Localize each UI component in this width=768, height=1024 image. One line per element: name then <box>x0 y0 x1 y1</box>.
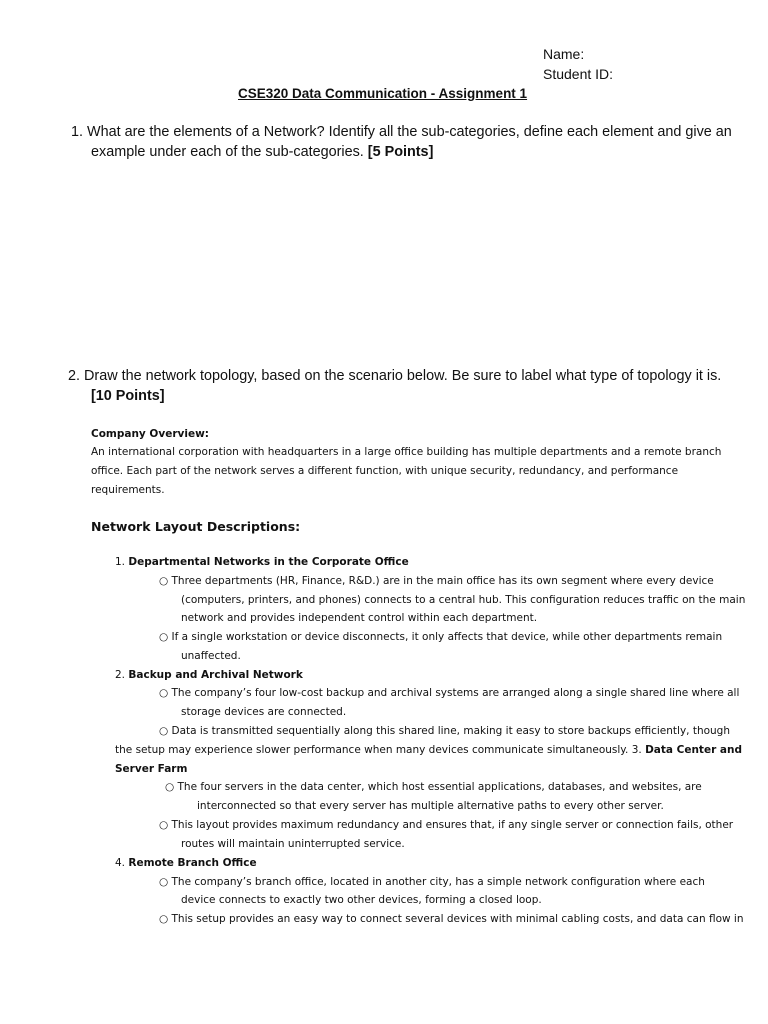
section-2-heading <box>115 666 303 685</box>
section-3-bullet-1-line-1: ○ The four servers in the data center, which host essential applications, databases, and websites, are <box>165 781 702 793</box>
section-3-bullet-2-line-1: ○ This layout provides maximum redundancy and ensures that, if any single server or connection fails, other <box>159 819 734 831</box>
section-2-bullet-2-line-2 <box>115 741 742 760</box>
section-1-number: 1. <box>115 556 126 568</box>
section-3-title-part-2-text: Server Farm <box>115 763 188 775</box>
layout-heading: Network Layout Descriptions: <box>91 519 301 534</box>
section-2-bullet-1-line-1: ○ The company’s four low-cost backup and archival systems are arranged along a single shared line where all <box>159 687 740 699</box>
section-2-bullet-2-line-2-text: the setup may experience slower performance when many devices communicate simultaneously. 3. <box>115 744 642 756</box>
section-1-bullet-2-line-2: unaffected. <box>181 650 241 662</box>
question-1-points: [5 Points] <box>367 144 434 160</box>
section-2-title: Backup and Archival Network <box>128 669 303 681</box>
section-4-heading <box>115 854 257 873</box>
section-1-bullet-1-line-2: (computers, printers, and phones) connects to a central hub. This configuration reduces traffic on the main <box>181 594 746 606</box>
question-2-line-1: Draw the network topology, based on the scenario below. Be sure to label what type of topology it is. <box>84 368 722 384</box>
assignment-title: CSE320 Data Communication - Assignment 1 <box>238 86 528 101</box>
section-4-bullet-1-line-2: device connects to exactly two other devices, forming a closed loop. <box>181 894 542 906</box>
overview-line-3: requirements. <box>91 484 165 496</box>
section-2-bullet-1-line-2: storage devices are connected. <box>181 706 347 718</box>
student-id-label: Student ID: <box>543 66 614 82</box>
section-3-bullet-1-line-2: interconnected so that every server has multiple alternative paths to every other server. <box>197 800 664 812</box>
question-1-line-2: example under each of the sub-categories. <box>91 144 364 160</box>
overview-line-1: An international corporation with headquarters in a large office building has multiple departments and a remote branch <box>91 446 722 458</box>
section-1-bullet-2-line-1: ○ If a single workstation or device disconnects, it only affects that device, while other departments remain <box>159 631 723 643</box>
question-1-continued <box>91 142 433 162</box>
question-1-line-1: What are the elements of a Network? Identify all the sub-categories, define each element and give an <box>87 124 732 140</box>
overview-line-2: office. Each part of the network serves a different function, with unique security, redundancy, and performance <box>91 465 679 477</box>
question-1-number: 1. <box>71 124 84 140</box>
section-4-bullet-1-line-1: ○ The company’s branch office, located in another city, has a simple network configuration where each <box>159 876 705 888</box>
question-2-continued <box>91 386 165 406</box>
overview-heading-text: Company Overview: <box>91 428 209 440</box>
section-4-title: Remote Branch Office <box>128 857 257 869</box>
section-1-bullet-1-line-1: ○ Three departments (HR, Finance, R&D.) are in the main office has its own segment where every device <box>159 575 714 587</box>
overview-heading <box>91 425 209 444</box>
section-3-title-part-1: Data Center and <box>645 744 742 756</box>
section-2-bullet-2-line-1: ○ Data is transmitted sequentially along this shared line, making it easy to store backups efficiently, though <box>159 725 730 737</box>
section-3-title-part-2 <box>115 760 187 779</box>
section-2-number: 2. <box>115 669 126 681</box>
answer-space-1 <box>66 168 716 363</box>
section-1-title: Departmental Networks in the Corporate Office <box>128 556 409 568</box>
section-1-bullet-1-line-3: network and provides independent control within each department. <box>181 612 538 624</box>
section-4-bullet-2-line-1: ○ This setup provides an easy way to connect several devices with minimal cabling costs, and data can flow in <box>159 913 744 925</box>
name-label: Name: <box>543 46 585 62</box>
section-3-bullet-2-line-2: routes will maintain uninterrupted service. <box>181 838 405 850</box>
question-2-points: [10 Points] <box>91 388 165 404</box>
section-4-number: 4. <box>115 857 126 869</box>
section-1-heading <box>115 553 409 572</box>
question-1 <box>71 122 732 142</box>
question-2 <box>68 366 721 386</box>
question-2-number: 2. <box>68 368 81 384</box>
